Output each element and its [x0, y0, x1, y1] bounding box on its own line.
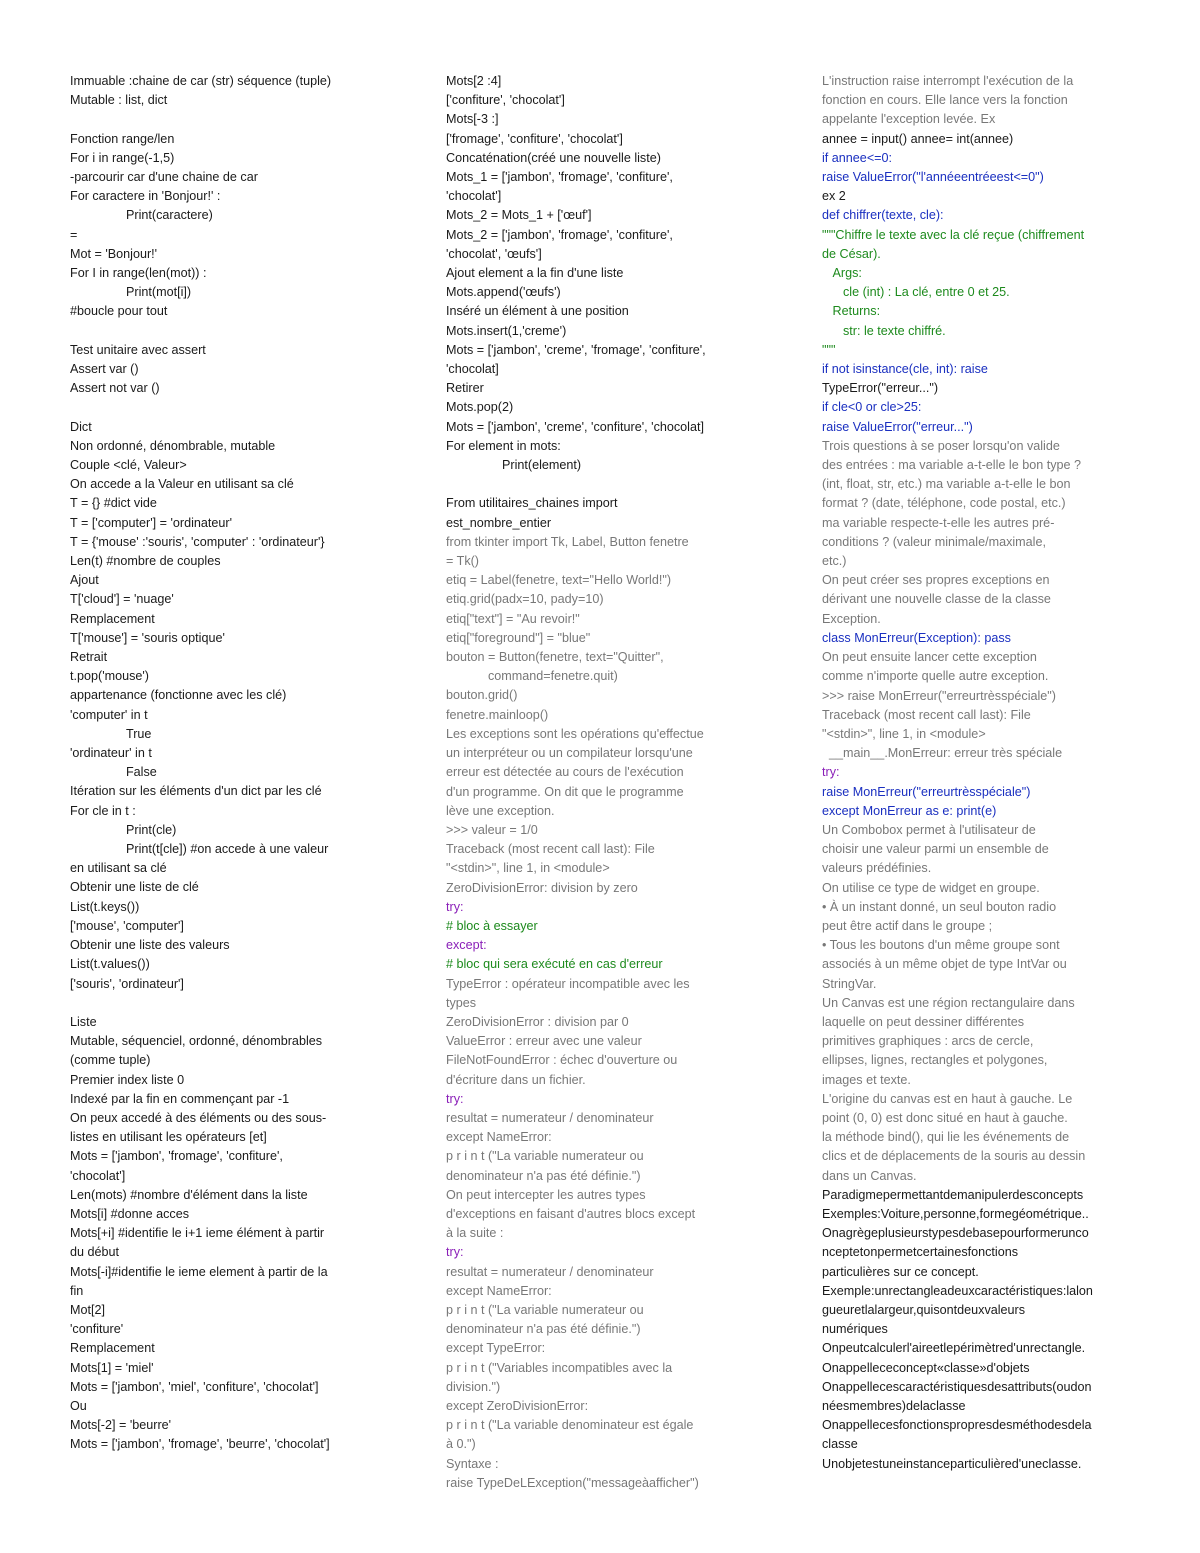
text-line: valeurs prédéfinies. — [822, 861, 932, 876]
text-line: T = {'mouse' :'souris', 'computer' : 'ordinateur'} — [70, 534, 325, 549]
text-line: Onpeutcalculerl'aireetlepérimètred'unrectangle. — [822, 1341, 1086, 1356]
text-line: listes en utilisant les opérateurs [et] — [70, 1130, 267, 1145]
text-line: (comme tuple) — [70, 1053, 151, 1068]
text-line: t.pop('mouse') — [70, 669, 150, 684]
text-line: denominateur n'a pas été définie.") — [446, 1168, 641, 1183]
text-line: Assert not var () — [70, 381, 160, 396]
text-line: Mots.append('œufs') — [446, 285, 561, 300]
text-line: Print(t[cle]) #on accede à une valeur — [70, 842, 329, 857]
text-line: For i in range(-1,5) — [70, 150, 175, 165]
text-line: Couple <clé, Valeur> — [70, 458, 187, 473]
text-line: gueuretlalargeur,quisontdeuxvaleurs — [822, 1303, 1026, 1317]
text-line: d'exceptions en faisant d'autres blocs except — [446, 1206, 696, 1221]
text-line: fenetre.mainloop() — [446, 707, 549, 722]
text-line: try: — [822, 765, 840, 780]
text-line: Onagrègeplusieurstypesdebasepourformerunco — [822, 1226, 1089, 1241]
text-line: Non ordonné, dénombrable, mutable — [70, 438, 276, 453]
text-line: #boucle pour tout — [70, 304, 168, 319]
text-line: dérivant une nouvelle classe de la classe — [822, 592, 1051, 607]
text-line: Exemple:unrectangleadeuxcaractéristiques:lalon — [822, 1283, 1093, 1298]
text-line: néesmembres)delaclasse — [822, 1399, 966, 1414]
text-line: Premier index liste 0 — [70, 1072, 185, 1087]
text-line: ['mouse', 'computer'] — [70, 918, 184, 933]
text-line: except: — [446, 938, 487, 953]
text-line: Mot = 'Bonjour!' — [70, 246, 158, 261]
text-line: >>> raise MonErreur("erreurtrèsspéciale") — [822, 688, 1056, 703]
text-line: class MonErreur(Exception): pass — [822, 630, 1011, 645]
text-line: types — [446, 995, 477, 1010]
text-line: except NameError: — [446, 1283, 552, 1298]
text-line: except ZeroDivisionError: — [446, 1399, 589, 1413]
text-line: False — [70, 765, 157, 780]
text-line: 'chocolat'] — [446, 189, 502, 204]
text-line: etiq["foreground"] = "blue" — [446, 630, 591, 645]
text-line: Print(caractere) — [70, 208, 213, 223]
text-line: -parcourir car d'une chaine de car — [70, 170, 258, 184]
text-line: Onappellececoncept«classe»d'objets — [822, 1360, 1030, 1375]
text-line: "<stdin>", line 1, in <module> — [822, 726, 986, 741]
notes-column-2 — [446, 72, 762, 1493]
text-line: Obtenir une liste de clé — [70, 880, 199, 895]
text-line: p r i n t ("La variable numerateur ou — [446, 1149, 644, 1164]
text-line: à la suite : — [446, 1226, 504, 1241]
text-line: Returns: — [822, 304, 881, 319]
text-line: except NameError: — [446, 1130, 552, 1145]
text-line: ZeroDivisionError : division par 0 — [446, 1014, 629, 1029]
text-line: L'origine du canvas est en haut à gauche. Le — [822, 1091, 1073, 1106]
text-line: if cle<0 or cle>25: — [822, 400, 922, 415]
text-line: Ajout element a la fin d'une liste — [446, 266, 624, 281]
text-line: "<stdin>", line 1, in <module> — [446, 861, 610, 876]
text-line: ZeroDivisionError: division by zero — [446, 880, 638, 895]
text-line: Mots[+i] #identifie le i+1 ieme élément à partir — [70, 1226, 325, 1241]
text-line: Mots[2 :4] — [446, 74, 502, 88]
text-line: nceptetonpermetcertainesfonctions — [822, 1245, 1019, 1260]
text-line: ellipses, lignes, rectangles et polygones, — [822, 1053, 1048, 1068]
text-line: 'chocolat', 'œufs'] — [446, 246, 542, 261]
text-line: For I in range(len(mot)) : — [70, 266, 207, 281]
text-line: choisir une valeur parmi un ensemble de — [822, 842, 1049, 857]
text-line: Obtenir une liste des valeurs — [70, 938, 230, 953]
text-line: Trois questions à se poser lorsqu'on valide — [822, 438, 1060, 453]
text-line: Syntaxe : — [446, 1456, 499, 1471]
text-line: raise ValueError("erreur...") — [822, 419, 973, 434]
text-line: de César). — [822, 246, 881, 261]
text-line: Onappellecesfonctionspropresdesméthodesdela — [822, 1418, 1092, 1433]
text-line: = — [70, 227, 78, 242]
text-line: Print(cle) — [70, 822, 177, 837]
text-line: à 0.") — [446, 1437, 476, 1452]
text-line: command=fenetre.quit) — [446, 669, 618, 684]
text-line: Len(mots) #nombre d'élément dans la liste — [70, 1187, 308, 1202]
text-line: la méthode bind(), qui lie les événements de — [822, 1130, 1070, 1145]
text-line: ['confiture', 'chocolat'] — [446, 93, 565, 108]
text-line: try: — [446, 899, 464, 914]
text-line — [70, 994, 388, 1013]
text-line: T = {} #dict vide — [70, 496, 157, 511]
text-line: ex 2 — [822, 189, 846, 204]
text-line: Mots = ['jambon', 'creme', 'confiture', 'chocolat] — [446, 419, 704, 434]
text-line: un interpréteur ou un compilateur lorsqu'une — [446, 746, 693, 761]
text-line: erreur est détectée au cours de l'exécution — [446, 765, 684, 780]
text-line: Concaténation(créé une nouvelle liste) — [446, 150, 661, 165]
text-line: etc.) — [822, 554, 847, 569]
text-line: 'computer' in t — [70, 707, 148, 722]
text-line: try: — [446, 1091, 464, 1106]
text-line: • Tous les boutons d'un même groupe sont — [822, 938, 1060, 953]
text-line: Itération sur les éléments d'un dict par les clé — [70, 784, 322, 799]
text-line: point (0, 0) est donc situé en haut à gauche. — [822, 1110, 1068, 1125]
text-line: laquelle on peut dessiner différentes — [822, 1014, 1025, 1029]
text-line: Retrait — [70, 650, 108, 665]
text-line: denominateur n'a pas été définie.") — [446, 1322, 641, 1337]
text-line: 'chocolat'] — [70, 1168, 126, 1183]
text-line: Len(t) #nombre de couples — [70, 554, 221, 569]
text-line: Test unitaire avec assert — [70, 342, 206, 357]
text-line: ['fromage', 'confiture', 'chocolat'] — [446, 131, 623, 146]
text-line — [70, 322, 388, 341]
text-line: if not isinstance(cle, int): raise — [822, 362, 988, 377]
text-line: # bloc à essayer — [446, 918, 538, 933]
text-line: Mots[-3 :] — [446, 112, 499, 127]
text-line: On utilise ce type de widget en groupe. — [822, 880, 1040, 895]
text-line: annee = input() annee= int(annee) — [822, 131, 1014, 146]
text-line: Mots[i] #donne acces — [70, 1206, 190, 1221]
text-line: True — [70, 726, 152, 741]
notes-column-3 — [822, 72, 1136, 1474]
text-line: fin — [70, 1283, 84, 1298]
text-line: Mots = ['jambon', 'creme', 'fromage', 'confiture', — [446, 342, 706, 357]
text-line: est_nombre_entier — [446, 515, 552, 530]
text-line: p r i n t ("La variable denominateur est égale — [446, 1418, 694, 1433]
text-line: For cle in t : — [70, 803, 136, 818]
notes-column-1 — [70, 72, 388, 1455]
text-line: d'un programme. On dit que le programme — [446, 784, 684, 799]
text-line: Un Canvas est une région rectangulaire dans — [822, 995, 1075, 1010]
text-line: etiq.grid(padx=10, pady=10) — [446, 592, 604, 607]
text-line: try: — [446, 1245, 464, 1260]
text-line: 'confiture' — [70, 1322, 124, 1337]
text-line: des entrées : ma variable a-t-elle le bon type ? — [822, 458, 1082, 473]
text-line: p r i n t ("Variables incompatibles avec la — [446, 1360, 673, 1375]
text-line: Exemples:Voiture,personne,formegéométrique.. — [822, 1206, 1089, 1221]
text-line: Mots = ['jambon', 'fromage', 'beurre', 'chocolat'] — [70, 1437, 330, 1452]
text-line: 'chocolat] — [446, 362, 499, 377]
text-line: Ajout — [70, 573, 99, 588]
text-line: Dict — [70, 419, 92, 434]
text-line: Remplacement — [70, 611, 155, 626]
text-line: format ? (date, téléphone, code postal, etc.) — [822, 496, 1066, 511]
text-line: Mutable : list, dict — [70, 93, 168, 108]
text-line: T['cloud'] = 'nuage' — [70, 592, 174, 607]
text-line: conditions ? (valeur minimale/maximale, — [822, 534, 1046, 549]
text-line: ValueError : erreur avec une valeur — [446, 1034, 642, 1049]
text-line: >>> valeur = 1/0 — [446, 822, 538, 837]
text-line: T['mouse'] = 'souris optique' — [70, 630, 225, 645]
text-line: except TypeError: — [446, 1341, 546, 1356]
text-line: = Tk() — [446, 554, 480, 569]
text-line: appartenance (fonctionne avec les clé) — [70, 688, 287, 703]
text-line: en utilisant sa clé — [70, 861, 167, 876]
text-line: p r i n t ("La variable numerateur ou — [446, 1302, 644, 1317]
text-line: On peut intercepter les autres types — [446, 1187, 646, 1202]
text-line: TypeError("erreur...") — [822, 381, 939, 396]
text-line: Print(mot[i]) — [70, 285, 192, 300]
text-line: Mots.insert(1,'creme') — [446, 323, 567, 338]
text-line: Mots.pop(2) — [446, 400, 514, 415]
text-line: T = ['computer'] = 'ordinateur' — [70, 515, 232, 530]
text-line: Mots[1] = 'miel' — [70, 1360, 154, 1375]
text-line: Liste — [70, 1014, 97, 1029]
text-line: List(t.keys()) — [70, 899, 140, 914]
text-line: bouton = Button(fenetre, text="Quitter", — [446, 650, 664, 665]
text-line: resultat = numerateur / denominateur — [446, 1110, 654, 1125]
text-line: associés à un même objet de type IntVar ou — [822, 957, 1067, 972]
text-line: Mot[2] — [70, 1302, 105, 1317]
text-line: appelante l'exception levée. Ex — [822, 112, 996, 127]
text-line: List(t.values()) — [70, 957, 150, 972]
text-line: Mots[-2] = 'beurre' — [70, 1418, 172, 1433]
text-line: TypeError : opérateur incompatible avec les — [446, 976, 690, 991]
text-line — [70, 398, 388, 417]
text-line: For caractere in 'Bonjour!' : — [70, 189, 221, 204]
text-line: # bloc qui sera exécuté en cas d'erreur — [446, 957, 663, 972]
text-line: Immuable :chaine de car (str) séquence (tuple) — [70, 74, 332, 88]
text-line: Remplacement — [70, 1341, 155, 1356]
text-line: if annee<=0: — [822, 150, 893, 165]
text-line: Args: — [822, 266, 862, 281]
text-line: classe — [822, 1437, 858, 1452]
text-line: Un Combobox permet à l'utilisateur de — [822, 822, 1036, 837]
text-line: dans un Canvas. — [822, 1168, 917, 1183]
text-line: From utilitaires_chaines import — [446, 496, 618, 511]
text-line: • À un instant donné, un seul bouton radio — [822, 899, 1057, 914]
text-line: resultat = numerateur / denominateur — [446, 1264, 654, 1279]
text-line: comme n'importe quelle autre exception. — [822, 669, 1049, 684]
text-line: cle (int) : La clé, entre 0 et 25. — [822, 285, 1010, 300]
text-line: from tkinter import Tk, Label, Button fenetre — [446, 534, 689, 549]
text-line: Inséré un élément à une position — [446, 304, 629, 319]
text-line: Fonction range/len — [70, 131, 175, 146]
text-line: d'écriture dans un fichier. — [446, 1072, 586, 1087]
text-line: Onappellecescaractéristiquesdesattributs(oudon — [822, 1379, 1092, 1394]
text-line: On accede a la Valeur en utilisant sa clé — [70, 477, 294, 492]
text-line: On peut créer ses propres exceptions en — [822, 573, 1050, 588]
text-line: du début — [70, 1245, 120, 1260]
text-line — [446, 475, 762, 494]
text-line: Ou — [70, 1398, 87, 1413]
text-line: str: le texte chiffré. — [822, 323, 946, 338]
text-line: Traceback (most recent call last): File — [446, 842, 655, 857]
text-line: images et texte. — [822, 1072, 911, 1087]
text-line: Paradigmepermettantdemanipulerdesconcepts — [822, 1187, 1084, 1202]
text-line: Mots = ['jambon', 'miel', 'confiture', 'chocolat'] — [70, 1379, 319, 1394]
text-line: raise MonErreur("erreurtrèsspéciale") — [822, 784, 1031, 799]
text-line: On peut ensuite lancer cette exception — [822, 650, 1037, 665]
text-line: Unobjetestuneinstanceparticulièred'uneclasse. — [822, 1456, 1082, 1471]
text-line: primitives graphiques : arcs de cercle, — [822, 1034, 1034, 1049]
text-line: (int, float, str, etc.) ma variable a-t-elle le bon — [822, 477, 1071, 492]
text-line: Mutable, séquenciel, ordonné, dénombrables — [70, 1034, 323, 1049]
text-line: StringVar. — [822, 976, 877, 991]
text-line: Indexé par la fin en commençant par -1 — [70, 1091, 290, 1106]
text-line: Traceback (most recent call last): File — [822, 707, 1031, 722]
text-line: raise TypeDeLException("messageàafficher") — [446, 1475, 699, 1490]
text-line: division.") — [446, 1379, 501, 1394]
text-line: particulières sur ce concept. — [822, 1264, 979, 1279]
text-line: For element in mots: — [446, 438, 561, 453]
text-line: Mots_2 = ['jambon', 'fromage', 'confiture', — [446, 227, 673, 242]
text-line: Print(element) — [446, 458, 582, 473]
text-line: Exception. — [822, 611, 881, 626]
text-line: numériques — [822, 1322, 888, 1337]
text-line: Mots_2 = Mots_1 + ['œuf'] — [446, 208, 592, 223]
text-line: Les exceptions sont les opérations qu'effectue — [446, 726, 704, 741]
text-line: fonction en cours. Elle lance vers la fonction — [822, 93, 1068, 108]
text-line: """Chiffre le texte avec la clé reçue (chiffrement — [822, 227, 1085, 242]
text-line: Mots[-i]#identifie le ieme element à partir de la — [70, 1264, 328, 1279]
text-line: bouton.grid() — [446, 688, 518, 703]
text-line — [70, 110, 388, 129]
text-line: ['souris', 'ordinateur'] — [70, 976, 184, 991]
text-line: L'instruction raise interrompt l'exécution de la — [822, 74, 1074, 88]
text-line: Mots_1 = ['jambon', 'fromage', 'confiture', — [446, 170, 673, 185]
text-line: On peux accedé à des éléments ou des sous- — [70, 1110, 327, 1125]
text-line: __main__.MonErreur: erreur très spéciale — [822, 746, 1063, 761]
text-line: def chiffrer(texte, cle): — [822, 208, 944, 223]
text-line: Retirer — [446, 381, 484, 396]
text-line: 'ordinateur' in t — [70, 746, 152, 761]
text-line: """ — [822, 342, 836, 357]
text-line: clics et de déplacements de la souris au dessin — [822, 1149, 1086, 1164]
text-line: etiq = Label(fenetre, text="Hello World!") — [446, 573, 672, 588]
text-line: FileNotFoundError : échec d'ouverture ou — [446, 1053, 678, 1068]
text-line: except MonErreur as e: print(e) — [822, 803, 997, 818]
text-line: Assert var () — [70, 362, 139, 377]
text-line: Mots = ['jambon', 'fromage', 'confiture', — [70, 1149, 283, 1164]
text-line: lève une exception. — [446, 803, 555, 818]
text-line: etiq["text"] = "Au revoir!" — [446, 611, 580, 626]
text-line: ma variable respecte-t-elle les autres pré- — [822, 515, 1055, 530]
text-line: peut être actif dans le groupe ; — [822, 918, 993, 933]
text-line: raise ValueError("l'annéeentréeest<=0") — [822, 170, 1044, 185]
